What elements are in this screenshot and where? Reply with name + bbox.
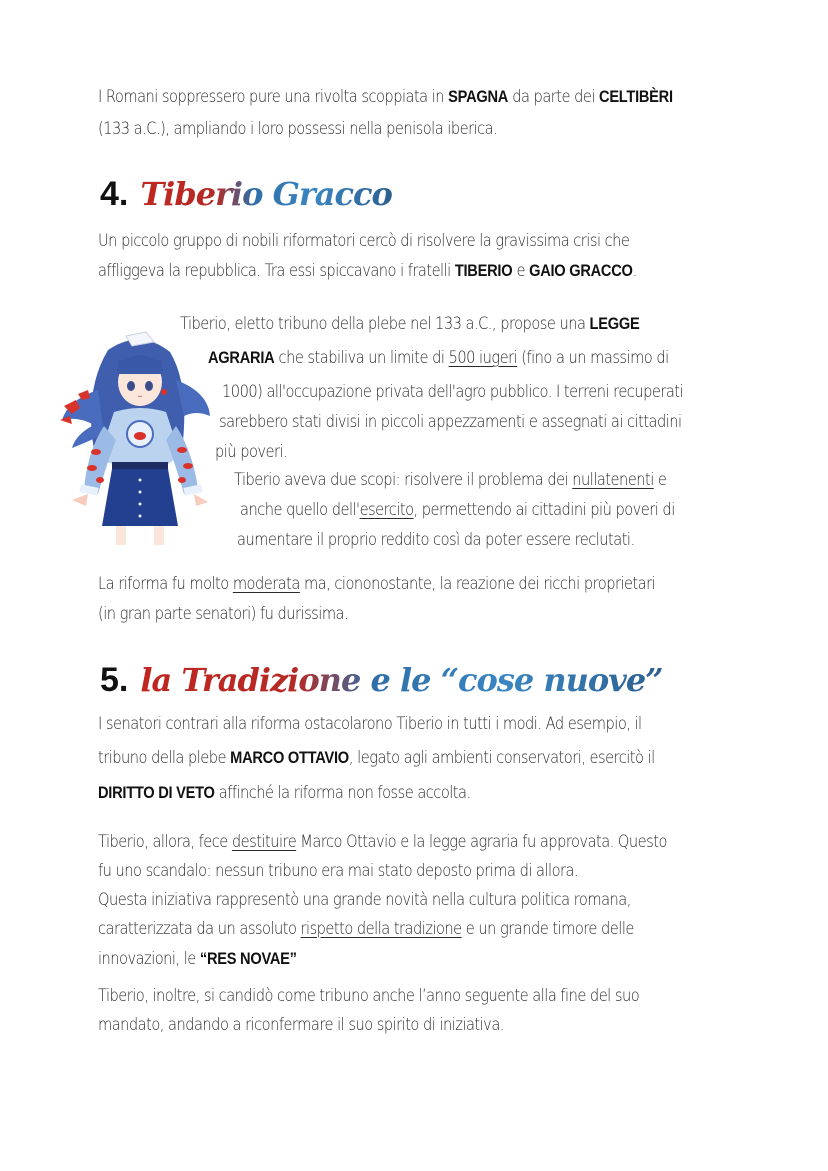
s4-p2-line-5: più poveri. (215, 442, 288, 462)
girl-with-goldfish-illustration (58, 330, 223, 545)
s4-p4-line-1 (98, 573, 655, 595)
underlined-destituire: destituire (231, 832, 297, 852)
text: e (653, 470, 667, 490)
underlined-moderata: moderata (232, 574, 300, 594)
text: e un grande timore delle (461, 919, 634, 939)
s4-p3-line-3: aumentare il proprio reddito così da poter essere reclutati. (237, 530, 635, 550)
text: . (632, 261, 637, 281)
s4-p1-line-1: Un piccolo gruppo di nobili riformatori cercò di risolvere la gravissima crisi che (98, 231, 630, 251)
s4-p2-line-4: sarebbero stati divisi in piccoli appezzamenti e assegnati ai cittadini (219, 412, 682, 432)
s5-p2-line-2: fu uno scandalo: nessun tribuno era mai stato deposto prima di allora. (98, 861, 579, 881)
keyword-tiberio: TIBERIO (454, 261, 513, 280)
text: I Romani soppressero pure una rivolta scoppiata in (98, 87, 449, 107)
keyword-legge: LEGGE (589, 314, 640, 333)
text: affliggeva la repubblica. Tra essi spiccavano i fratelli (98, 261, 455, 281)
text: Tiberio, eletto tribuno della plebe nel 133 a.C., propose una (180, 314, 590, 334)
section-number: 4. (100, 174, 129, 213)
section-title: la Tradizione e le “cose nuove” (140, 661, 663, 699)
text: ma, ciononostante, la reazione dei ricchi proprietari (299, 574, 656, 594)
keyword-diritto-di-veto: DIRITTO DI VETO (98, 783, 215, 802)
keyword-marco-ottavio: MARCO OTTAVIO (230, 748, 349, 767)
text: affinché la riforma non fosse accolta. (214, 783, 471, 803)
text: Marco Ottavio e la legge agraria fu approvata. Questo (296, 832, 667, 852)
section-title: Tiberio Gracco (140, 175, 392, 213)
s5-p2-line-1 (98, 831, 667, 853)
text: e (512, 261, 530, 281)
s4-p1-line-2 (98, 260, 637, 282)
keyword-res-novae: “RES NOVAE” (199, 949, 297, 968)
s5-p3-line-1: Tiberio, inoltre, si candidò come tribuno anche l’anno seguente alla fine del suo (98, 986, 640, 1006)
s5-p1-line-1: I senatori contrari alla riforma ostacolarono Tiberio in tutti i modi. Ad esempio, il (98, 714, 642, 734)
section-number: 5. (100, 660, 129, 699)
s5-p2-line-3: Questa iniziativa rappresentò una grande novità nella cultura politica romana, (98, 890, 631, 910)
s5-p3-line-2: mandato, andando a riconfermare il suo spirito di iniziativa. (98, 1015, 504, 1035)
s4-p4-line-2: (in gran parte senatori) fu durissima. (98, 604, 349, 624)
s5-p2-line-5 (98, 948, 297, 970)
underlined-esercito: esercito (359, 500, 414, 520)
s4-p3-line-2 (240, 499, 675, 521)
keyword-gaio-gracco: GAIO GRACCO (529, 261, 633, 280)
keyword-spagna: SPAGNA (448, 87, 509, 106)
text: che stabiliva un limite di (274, 348, 449, 368)
section-4-heading (100, 172, 392, 216)
section-5-heading (100, 658, 663, 702)
keyword-agraria: AGRARIA (208, 348, 275, 367)
s5-p1-line-2 (98, 747, 655, 769)
s4-p2-line-3: 1000) all'occupazione privata dell'agro pubblico. I terreni recuperati (222, 382, 684, 402)
s4-p2-line-2 (208, 347, 669, 369)
s4-p3-line-1 (234, 469, 666, 491)
keyword-celtiberi: CELTIBÈRI (599, 87, 673, 106)
text: anche quello dell' (240, 500, 360, 520)
underlined-nullatenenti: nullatenenti (572, 470, 654, 490)
text: (fino a un massimo di (517, 348, 669, 368)
text: La riforma fu molto (98, 574, 233, 594)
s5-p2-line-4 (98, 918, 634, 940)
text: , permettendo ai cittadini più poveri di (413, 500, 675, 520)
text: innovazioni, le (98, 949, 200, 969)
text: caratterizzata da un assoluto (98, 919, 301, 939)
s5-p1-line-3 (98, 782, 471, 804)
text: , legato agli ambienti conservatori, esercitò il (348, 748, 655, 768)
intro-line-2: (133 a.C.), ampliando i loro possessi nella penisola iberica. (98, 119, 498, 139)
s4-p2-line-1 (180, 313, 639, 335)
text: tribuno della plebe (98, 748, 231, 768)
text: da parte dei (508, 87, 600, 107)
text: Tiberio aveva due scopi: risolvere il problema dei (234, 470, 573, 490)
text: Tiberio, allora, fece (98, 832, 232, 852)
underlined-rispetto-della-tradizione: rispetto della tradizione (300, 919, 462, 939)
underlined-500-iugeri: 500 iugeri (448, 348, 518, 368)
intro-line-1 (98, 86, 673, 108)
